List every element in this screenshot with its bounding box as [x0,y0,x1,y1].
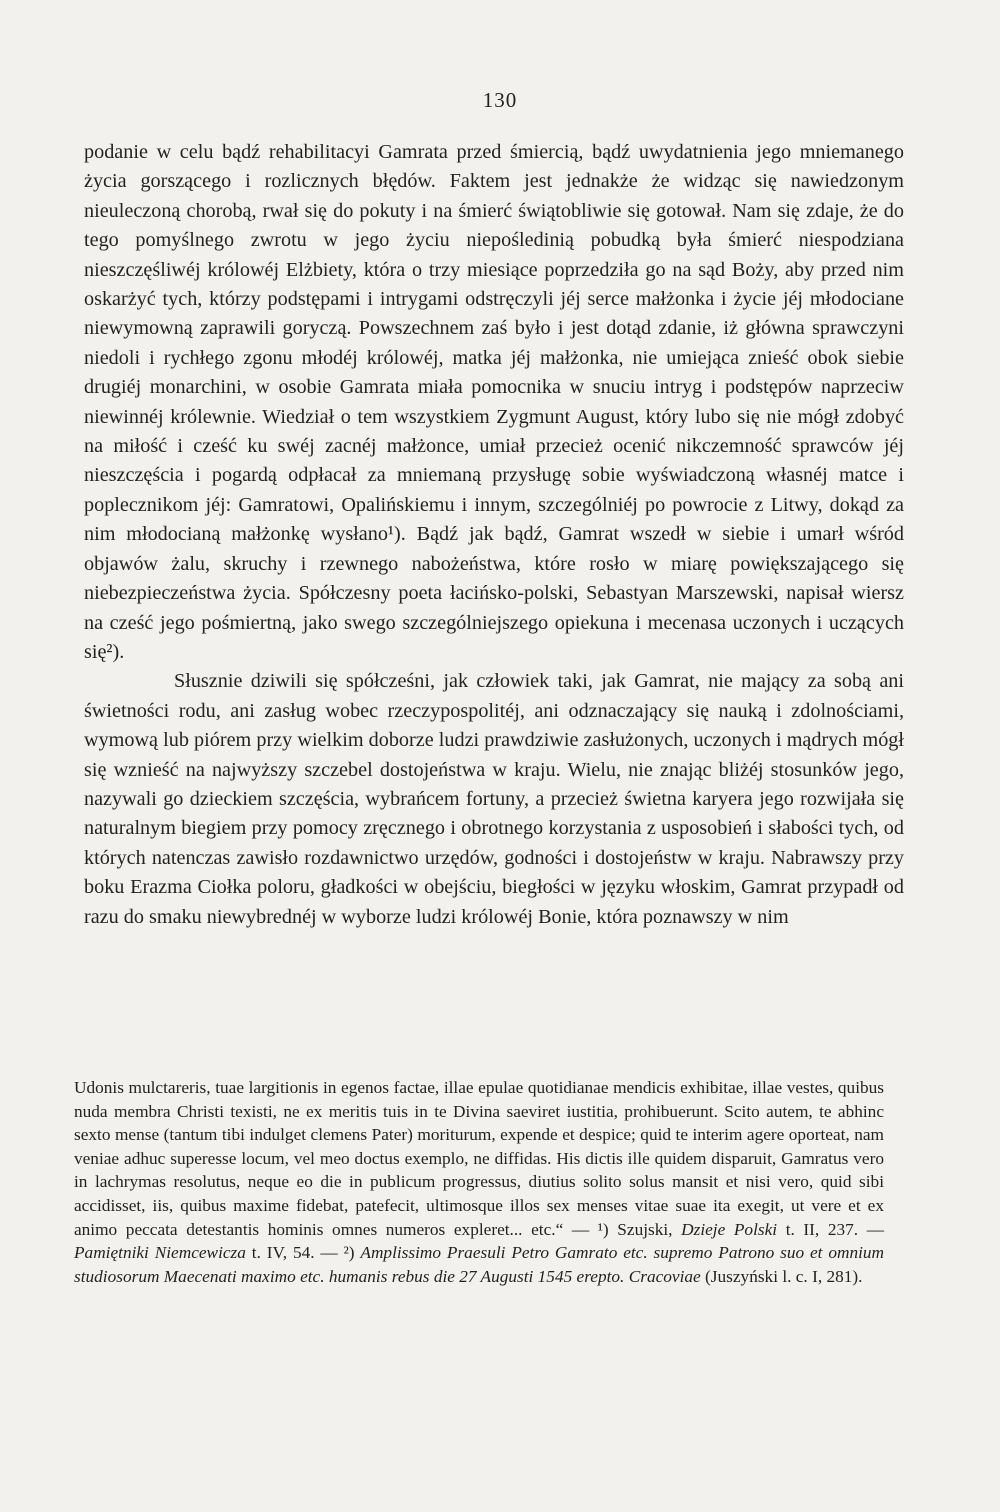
footnote-1-reference-b: t. IV, 54. — [251,1243,338,1263]
footnote-1-author: Szujski, [617,1219,673,1239]
footnote-1-marker: ¹) [597,1219,609,1239]
footnote-1-title: Dzieje Polski [681,1219,778,1239]
paragraph-1: podanie w celu bądź rehabilitacyi Gamrata przed śmiercią, bądź uwydatnienia jego mniemanego życia gorszącego i rozlicznych błędów. Faktem jest jednakże że widząc się nawiedzonym nieuleczoną chorobą, rwał się do pokuty i na śmierć świątobliwie się gotował. Nam się zdaje, że do tego pomyślnego zwrotu w jego życiu niepośledinią pobudką była śmierć niespodziana nieszczęśliwéj królowéj Elżbiety, która o trzy miesiące poprzedziła go na sąd Boży, aby przed nim oskarżyć tych, którzy podstępami i intrygami odstręczyli jéj serce małżonka i życie jéj młodociane niewymowną zaprawili goryczą. Powszechnem zaś było i jest dotąd zdanie, iż główna sprawczyni niedoli i rychłego zgonu młodéj królowéj, matka jéj małżonka, nie umiejąca znieść obok siebie drugiéj monarchini, w osobie Gamrata miała pomocnika w snuciu intryg i podstępów naprzeciw niewinnéj królewnie. Wiedział o tem wszystkiem Zygmunt August, który lubo się nie mógł zdobyć na miłość i cześć ku swéj zacnéj małżonce, umiał przecież ocenić nikczemność sprawców jéj nieszczęścia i pogardą odpłacał za mniemaną przysługę sobie wyświadczoną własnéj matce i poplecznikom jéj: Gamratowi, Opalińskiemu i innym, szczególniéj po powrocie z Litwy, dokąd za nim młodocianą małżonkę wysłano¹). Bądź jak bądź, Gamrat wszedł w siebie i umarł wśród objawów żalu, skruchy i rzewnego nabożeństwa, które rosło w miarę powiększającego się niebezpieczeństwa życia. Spółczesny poeta łacińsko-polski, Sebastyan Marszewski, napisał wiersz na cześć jego pośmiertną, jako swego szczególniejszego opiekuna i mecenasa uczonych i uczących się²). [84,141,904,663]
footnote-2-reference: (Juszyński l. c. I, 281). [705,1266,863,1286]
footnote-2-place: Cracoviae [628,1266,701,1286]
footnote-2-marker: ²) [343,1243,355,1263]
footnote-2-latin: Amplissimo Praesuli Petro Gamrato etc. supremo Patrono suo et omnium studiosorum Maecenati maximo etc. humanis rebus die 27 Augusti 1545 erepto. [74,1243,885,1286]
paragraph-2: Słusznie dziwili się spółcześni, jak człowiek taki, jak Gamrat, nie mający za sobą ani świetności rodu, ani zasług wobec rzeczypospolitéj, ani odznaczający się nauką i zdolnościami, wymową lub piórem przy wielkim doborze ludzi prawdziwie zasłużonych, uczonych i mądrych mógł się wznieść na najwyższy szczebel dostojeństwa w kraju. Wielu, nie znając bliżéj stosunków jego, nazywali go dzieckiem szczęścia, wybrańcem fortuny, a przecież świetna karyera jego rozwijała się naturalnym biegiem przy pomocy zręcznego i obrotnego korzystania z usposobień i słabości tych, od których natenczas zawisło rozdawnictwo urzędów, godności i dostojeństw w kraju. Nabrawszy przy boku Erazma Ciołka poloru, gładkości w obejściu, biegłości w języku włoskim, Gamrat przypadł od razu do smaku niewybrednéj w wyborze ludzi królowéj Bonie, która poznawszy w nim [84,670,904,928]
footnote-block [74,1076,884,1288]
footnote-latin-quote: Udonis mulctareris, tuae largitionis in egenos factae, illae epulae quotidianae mendicis exhibitae, illae vestes, quibus nuda membra Christi texisti, ne ex meritis tuis in te Divina saeviret iustitia, prohibuerunt. Scito autem, te abhinc sexto mense (tantum tibi indulget clemens Pater) moriturum, expende et despice; quid te interim agere oporteat, nam veniae adhuc superesse locum, vel meo doctus exemplo, ne diffidas. His dictis ille quidem disparuit, Gamratus vero in lachrymas resolutus, neque eo die in publicum progressus, diutius solito solus mansit et nisi vero, quid sibi accidisset, iis, quibus maxime fidebat, patefecit, ultimosque illos sex menses vitae suae ita exegit, ut vere et ex animo peccata detestantis hominis omnes numeros expleret... etc.“ — [74,1078,884,1239]
footnote-1-reference-a: t. II, 237. — [785,1219,884,1239]
page-number: 130 [482,88,518,112]
footnotes [74,1076,884,1288]
footnote-1-title-2: Pamiętniki Niemcewicza [74,1243,246,1263]
main-text [84,138,904,932]
